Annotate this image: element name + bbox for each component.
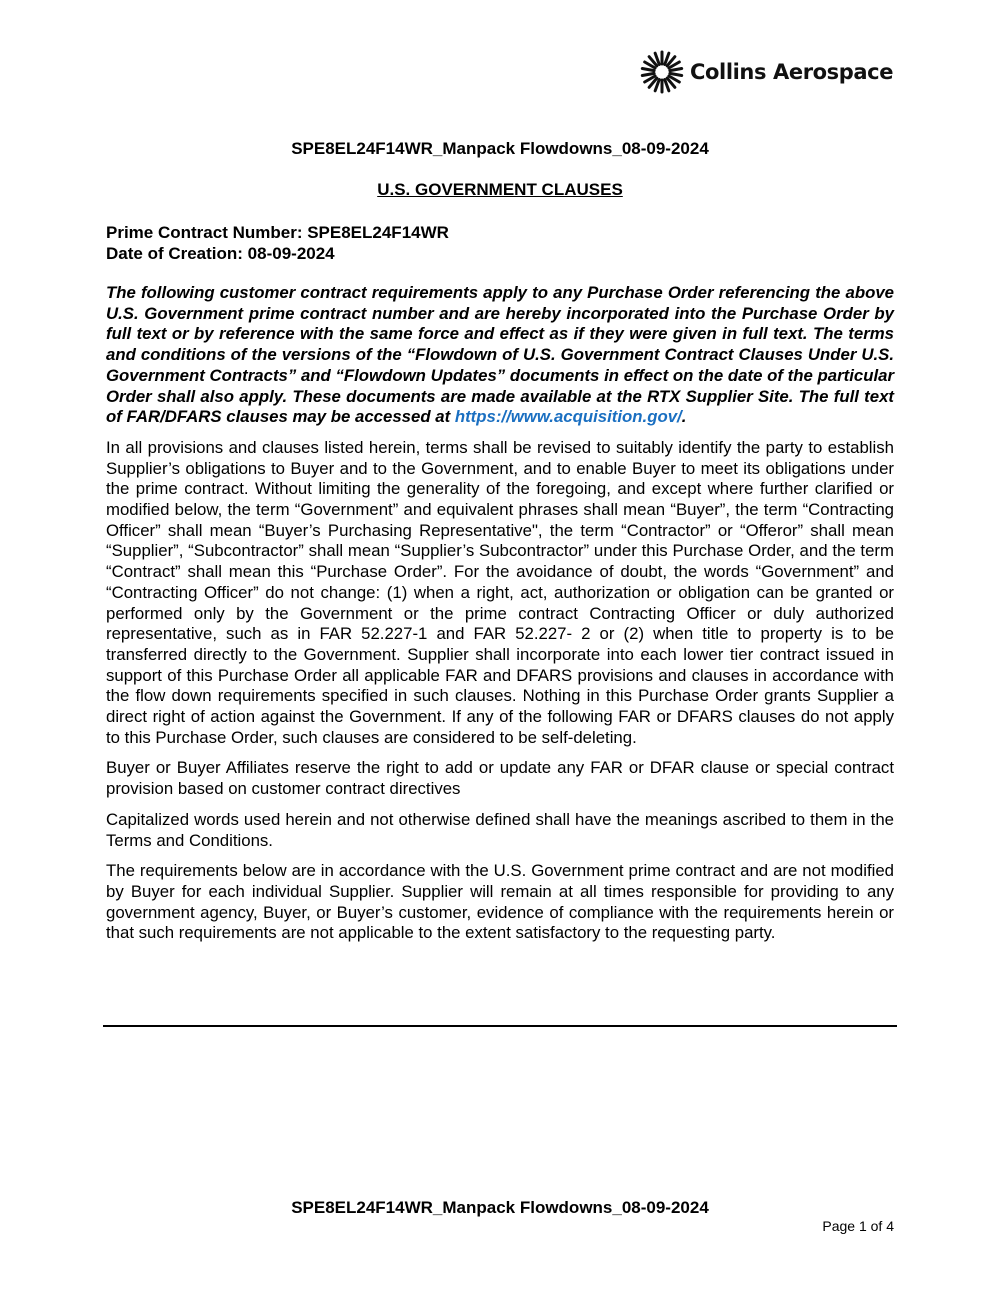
collins-burst-icon <box>640 50 684 94</box>
intro-end: . <box>681 407 687 427</box>
body-paragraph-rights: Buyer or Buyer Affiliates reserve the right to add or update any FAR or DFAR clause or special contract provision based on customer contract directives <box>106 758 894 799</box>
page-number: Page 1 of 4 <box>822 1218 894 1234</box>
footer-title: SPE8EL24F14WR_Manpack Flowdowns_08-09-2024 <box>291 1198 709 1217</box>
prime-contract-number: Prime Contract Number: SPE8EL24F14WR <box>106 223 449 242</box>
acquisition-gov-link[interactable]: https://www.acquisition.gov/ <box>454 407 682 427</box>
body-paragraph-terms: In all provisions and clauses listed herein, terms shall be revised to suitably identify the party to establish Supplier’s obligations to Buyer and to the Government, and to enable Buyer to meet its obligations under the prime contract. Without limiting the generality of the foregoing, and except where further clarified or modified below, the term “Government” and equivalent phrases shall mean “Buyer”, the term “Contracting Officer” shall mean “Buyer’s Purchasing Representative", the term “Contractor” or “Offeror” shall mean “Supplier”, “Subcontractor” shall mean “Supplier’s Subcontractor” under this Purchase Order, and the term “Contract” shall mean this “Purchase Order”. For the avoidance of doubt, the words “Government” and “Contracting Officer” do not change: (1) when a right, act, authorization or obligation can be granted or performed only by the Government or the prime contract Contracting Officer or duly authorized representative, such as in FAR 52.227-1 and FAR 52.227- 2 or (2) when title to property is to be transferred directly to the Government. Supplier shall incorporate into each lower tier contract issued in support of this Purchase Order all applicable FAR and DFARS provisions and clauses in accordance with the flow down requirements specified in such clauses. Nothing in this Purchase Order grants Supplier a direct right of action against the Government. If any of the following FAR or DFARS clauses do not apply to this Purchase Order, such clauses are considered to be self-deleting. <box>106 437 894 747</box>
body-paragraph-definitions: Capitalized words used herein and not otherwise defined shall have the meanings ascribed to them in the Terms and Conditions. <box>106 809 894 850</box>
document-title: SPE8EL24F14WR_Manpack Flowdowns_08-09-2024 <box>291 139 709 158</box>
section-heading: U.S. GOVERNMENT CLAUSES <box>377 180 623 199</box>
section-divider <box>103 1025 897 1027</box>
date-of-creation: Date of Creation: 08-09-2024 <box>106 244 335 263</box>
intro-text: The following customer contract requirements apply to any Purchase Order referencing the above U.S. Government prime contract number and are hereby incorporated into the Purchase Order by full text or by reference with the same force and effect as if they were given in full text. The terms and conditions of the versions of the “Flowdown of U.S. Government Contract Clauses Under U.S. Government Contracts” and “Flowdown Updates” documents in effect on the date of the particular Order shall also apply. These documents are made available at the RTX Supplier Site. The full text of FAR/DFARS clauses may be accessed at <box>106 283 894 427</box>
logo-wordmark: Collins Aerospace <box>690 60 894 84</box>
contract-meta <box>106 222 449 264</box>
company-logo <box>640 50 893 94</box>
document-body <box>106 283 894 954</box>
body-paragraph-requirements: The requirements below are in accordance with the U.S. Government prime contract and are not modified by Buyer for each individual Supplier. Supplier will remain at all times responsible for providing to any government agency, Buyer, or Buyer’s customer, evidence of compliance with the requirements herein or that such requirements are not applicable to the extent satisfactory to the requesting party. <box>106 861 894 943</box>
intro-paragraph <box>106 283 894 428</box>
